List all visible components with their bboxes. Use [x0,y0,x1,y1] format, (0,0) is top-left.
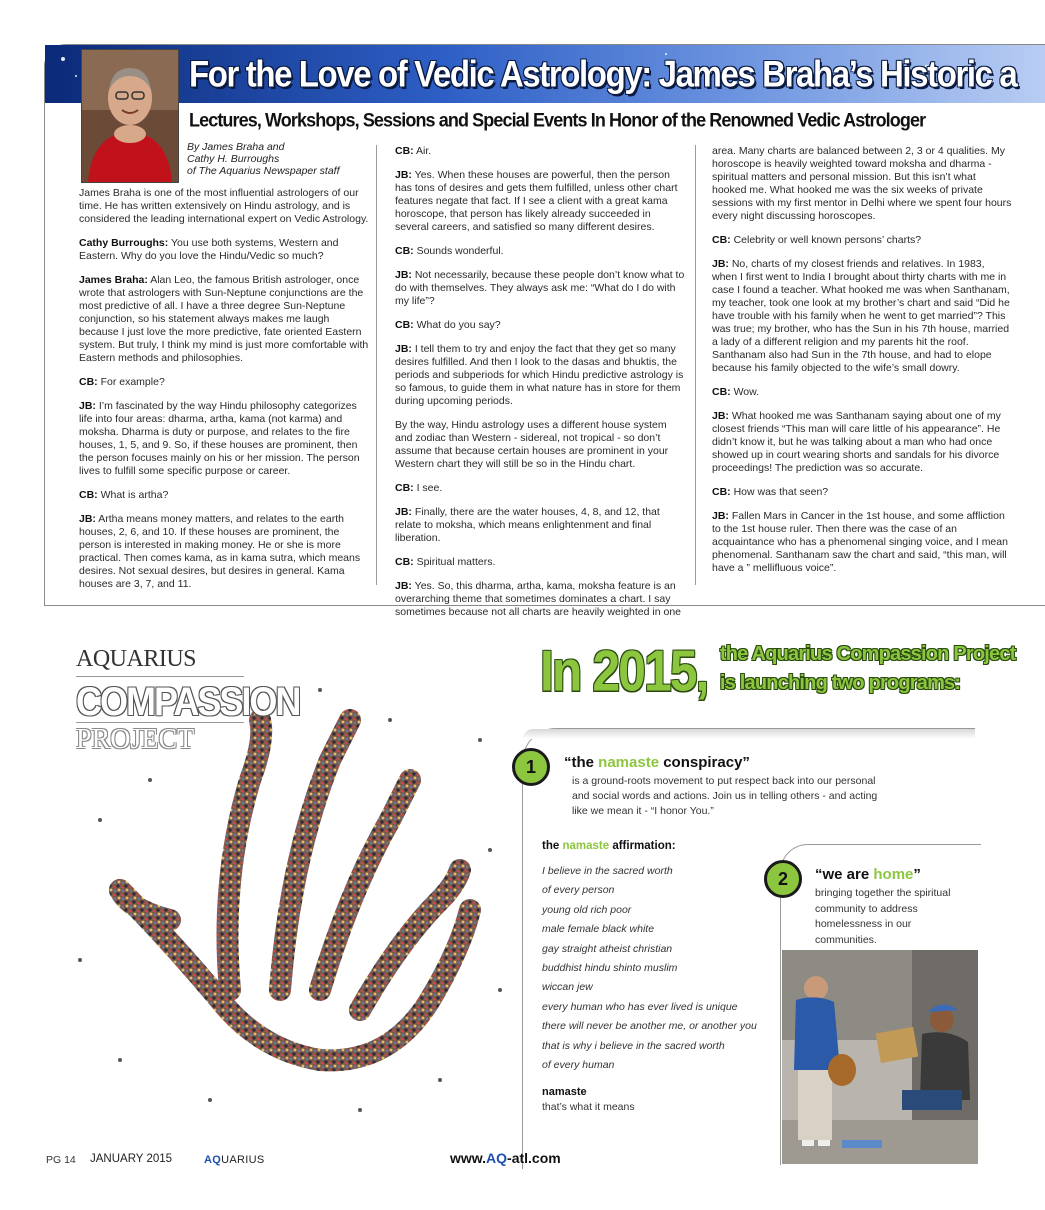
article-paragraph: JB: Artha means money matters, and relates to the earth houses, 2, 6, and 10. If these houses are prominent, the person is interested in making money. He or she is more practical. Then comes kama, as in kama sutra, which means desires. Not sexual desires, but desires in general. Kama houses are 3, 7, and 11. [79,513,361,590]
homeless-charity-photo [782,950,978,1164]
article-title: For the Love of Vedic Astrology: James Braha’s Historic a [189,53,1017,95]
speaker-label: JB: [712,510,729,522]
article-paragraph: CB: Spiritual matters. [395,556,496,568]
speaker-label: JB: [712,258,729,270]
speaker-label: CB: [395,245,414,257]
article-paragraph: James Braha: Alan Leo, the famous British astrologer, once wrote that astrologers with Sun-Neptune conjunctions are the most predictive of all. I have a three degree Sun-Neptune conjunction, so his statement always makes me laugh because I just love the more predictive, fate oriented Eastern system. But truly, I think my mind is just more comfortable with Eastern methods and philosophies. [79,274,369,364]
article-paragraph: CB: Air. [395,145,432,157]
affirmation-line: there will never be another me, or another you [542,1020,757,1033]
article-paragraph: JB: Yes. When these houses are powerful, then the person has tons of desires and gets them fulfilled, unless other chart features negate that fact. If I see a client with a great kama horoscope, that person has likely already succeeded in several careers, and satisfied so many different desires. [395,169,678,233]
speaker-label: JB: [395,580,412,592]
speaker-label: CB: [79,376,98,388]
affirmation-title: the namaste affirmation: [542,840,676,852]
article-column-2 [395,145,685,630]
article-paragraph: CB: Wow. [712,386,760,398]
program-1-description: is a ground-roots movement to put respect back into our personal and social words and actions. Join us in telling others - and acting like we mean it - “I honor You.” [572,775,878,817]
affirmation-list [542,862,757,1075]
article-paragraph: JB: I’m fascinated by the way Hindu philosophy categorizes life into four areas: dharma, artha, kama (not karma) and moksha. Dharma is duty or purpose, and relates to the fire houses, 1, 5, and 9. So, if these houses are prominent, then the person focuses mainly on his or her mission. The person lives to fulfill some specific purpose or career. [79,400,360,477]
affirmation-line: of every human [542,1059,615,1072]
article-paragraph: JB: What hooked me was Santhanam saying about one of my closest friends “This man will care little of his appearance”. He didn’t know it, but he was talking about a man who had once showed up in court wearing shorts and sandals for his divorce proceedings! The prediction was so accurate. [712,410,1001,474]
speaker-label: CB: [79,489,98,501]
article-subtitle: Lectures, Workshops, Sessions and Special Events In Honor of the Renowned Vedic Astrologer [189,109,926,131]
namaste-closing: namaste [542,1086,587,1098]
speaker-label: CB: [712,234,731,246]
speaker-label: JB: [395,506,412,518]
column-divider [376,145,377,585]
article-column-3 [712,145,1012,586]
speaker-label: JB: [395,169,412,181]
article-paragraph: CB: Celebrity or well known persons’ charts? [712,234,922,246]
article-paragraph: JB: No, charts of my closest friends and relatives. In 1983, when I first went to India I brought about thirty charts with me in case I found a teacher. What hooked me was when Santhanam, my teacher, took one look at my brother’s chart and said “Did he have trouble with his family when he went to get married”? This was true; my brother, who has the Sun in his 7th house, married a lady of a different religion and my parents hit the roof. Santhanam also had Sun in the 7th house, and had to elope because his family objected to the wife’s small dowry. [712,258,1010,374]
article-paragraph: JB: Fallen Mars in Cancer in the 1st house, and some affliction to the 1st house ruler. Then there was the case of an acquaintance who has a phenomenal singing voice, and I mean phenomenal. Santhanam saw the chart and said, “this man, will have a ” mellifluous voice”. [712,510,1008,574]
article-paragraph: JB: Yes. So, this dharma, artha, kama, moksha feature is an overarching theme that sometimes dominates a chart. I say sometimes because not all charts are heavily weighted in one [395,580,681,618]
article-paragraph: Cathy Burroughs: You use both systems, Western and Eastern. Why do you love the Hindu/Vedic so much? [79,237,339,262]
namaste-subtext: that’s what it means [542,1101,635,1113]
speaker-label: CB: [395,145,414,157]
compassion-project-logo: AQUARIUS COMPASSION PROJECT [76,646,300,755]
affirmation-line: that is why i believe in the sacred worth [542,1039,725,1052]
article-paragraph: JB: I tell them to try and enjoy the fact that they get so many desires fulfilled. And then I look to the dasas and bhuktis, the periods and subperiods for which Hindu predictive astrology is so famous, to guide them in what nature has in store for them during upcoming periods. [395,343,684,407]
article-paragraph: James Braha is one of the most influential astrologers of our time. He has written extensively on Hindu astrology, and is considered the leading international expert on Vedic Astrology. [79,187,369,225]
speaker-label: CB: [395,319,414,331]
programs-headline: In 2015, the Aquarius Compassion Project is launching two programs: [540,638,1016,704]
affirmation-line: gay straight atheist christian [542,942,673,955]
affirmation-line: wiccan jew [542,981,593,994]
affirmation-line: of every person [542,884,615,897]
byline: By James Braha and Cathy H. Burroughs of The Aquarius Newspaper staff [187,141,340,177]
affirmation-line: male female black white [542,923,655,936]
issue-date: JANUARY 2015 [90,1153,173,1165]
speaker-label: CB: [395,482,414,494]
program-2-description: bringing together the spiritual community to address homelessness in our communities. [815,887,951,946]
affirmation-line: every human who has ever lived is unique [542,1000,738,1013]
speaker-label: JB: [712,410,729,422]
page-number: PG 14 [46,1154,76,1166]
article-paragraph: JB: Finally, there are the water houses, 4, 8, and 12, that relate to moksha, which means enlightenment and final liberation. [395,506,660,544]
website-link[interactable]: www.AQ-atl.com [450,1150,561,1166]
article-paragraph: area. Many charts are balanced between 2, 3 or 4 qualities. My horoscope is heavily weighted toward moksha and dharma - spiritual matters and personal mission. But this isn’t what hooked me. What hooked me was the six weeks of private sessions with my first mentor in Delhi where we spent four hours every night discussing horoscopes. [712,145,1012,222]
speaker-label: JB: [79,400,96,412]
article-paragraph: JB: Not necessarily, because these people don’t know what to do with themselves. They always ask me: “What do I do with my life”? [395,269,685,307]
speaker-label: Cathy Burroughs: [79,237,169,249]
article-paragraph: CB: What do you say? [395,319,501,331]
magazine-name: AQUARIUS [204,1154,265,1166]
article-paragraph: CB: What is artha? [79,489,169,501]
program-2-title: “we are home” [815,866,921,883]
speaker-label: CB: [395,556,414,568]
program-1-title: “the namaste conspiracy” [564,754,750,771]
speaker-label: James Braha: [79,274,148,286]
article-box [44,44,1045,618]
program-2-badge: 2 [764,860,802,898]
program-1-badge: 1 [512,748,550,786]
article-paragraph: CB: Sounds wonderful. [395,245,504,257]
column-divider [695,145,696,585]
speaker-label: JB: [395,343,412,355]
article-paragraph: By the way, Hindu astrology uses a different house system and zodiac than Western - sidereal, not tropical - so don’t assume that because certain houses are prominent in your Western chart they will still be so in the Hindu chart. [395,419,669,470]
affirmation-line: buddhist hindu shinto muslim [542,962,678,975]
affirmation-line: I believe in the sacred worth [542,865,673,877]
article-paragraph: CB: How was that seen? [712,486,829,498]
article-column-1 [79,141,369,602]
speaker-label: CB: [712,486,731,498]
speaker-label: JB: [79,513,96,525]
speaker-label: JB: [395,269,412,281]
affirmation-line: young old rich poor [542,903,632,916]
speaker-label: CB: [712,386,731,398]
article-paragraph: CB: For example? [79,376,165,388]
article-paragraph: CB: I see. [395,482,443,494]
